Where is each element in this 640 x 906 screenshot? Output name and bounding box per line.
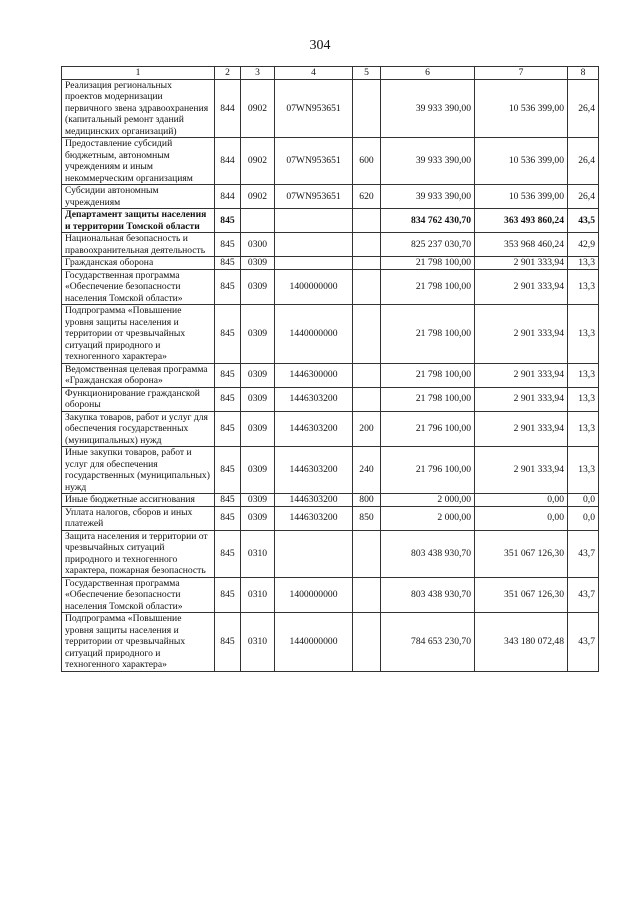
row-target-article [275,209,353,233]
row-plan-amount: 834 762 430,70 [381,209,475,233]
row-section-code [241,209,275,233]
row-target-article: 07WN953651 [275,185,353,209]
row-grbs-code: 844 [215,185,241,209]
header-col-2: 2 [215,67,241,80]
row-percent: 13,3 [568,305,599,364]
row-percent: 13,3 [568,269,599,305]
row-target-article: 1446303200 [275,411,353,447]
header-col-7: 7 [475,67,568,80]
row-grbs-code: 845 [215,577,241,613]
row-target-article: 1400000000 [275,577,353,613]
row-name: Закупка товаров, работ и услуг для обеспечения государственных (муниципальных) нужд [62,411,215,447]
row-plan-amount: 39 933 390,00 [381,138,475,185]
row-plan-amount: 2 000,00 [381,494,475,507]
row-grbs-code: 844 [215,138,241,185]
row-name: Государственная программа «Обеспечение безопасности населения Томской области» [62,577,215,613]
row-name: Защита населения и территории от чрезвычайных ситуаций природного и техногенного характера, пожарная безопасность [62,530,215,577]
row-plan-amount: 21 796 100,00 [381,411,475,447]
row-grbs-code: 845 [215,387,241,411]
row-actual-amount: 0,00 [475,506,568,530]
row-expense-type: 850 [353,506,381,530]
row-actual-amount: 10 536 399,00 [475,138,568,185]
table-header-row [62,67,599,80]
row-expense-type [353,79,381,138]
row-expense-type [353,209,381,233]
row-name: Государственная программа «Обеспечение безопасности населения Томской области» [62,269,215,305]
row-name: Предоставление субсидий бюджетным, автономным учреждениям и иным некоммерческим организациям [62,138,215,185]
row-expense-type [353,363,381,387]
row-grbs-code: 844 [215,79,241,138]
row-expense-type [353,269,381,305]
table-row [62,506,599,530]
row-actual-amount: 2 901 333,94 [475,387,568,411]
row-plan-amount: 21 798 100,00 [381,257,475,270]
row-target-article: 1446300000 [275,363,353,387]
row-grbs-code: 845 [215,233,241,257]
row-target-article: 1446303200 [275,494,353,507]
row-section-code: 0310 [241,613,275,672]
row-expense-type [353,305,381,364]
row-grbs-code: 845 [215,494,241,507]
table-row [62,411,599,447]
row-actual-amount: 10 536 399,00 [475,185,568,209]
row-plan-amount: 21 798 100,00 [381,305,475,364]
row-percent: 13,3 [568,447,599,494]
row-target-article: 1400000000 [275,269,353,305]
row-section-code: 0309 [241,269,275,305]
table-row [62,387,599,411]
row-section-code: 0309 [241,506,275,530]
row-grbs-code: 845 [215,363,241,387]
row-plan-amount: 39 933 390,00 [381,185,475,209]
budget-table [61,66,599,672]
row-name: Субсидии автономным учреждениям [62,185,215,209]
row-name: Гражданская оборона [62,257,215,270]
row-plan-amount: 21 796 100,00 [381,447,475,494]
header-col-8: 8 [568,67,599,80]
table-row [62,185,599,209]
row-section-code: 0310 [241,577,275,613]
table-row [62,363,599,387]
table-row [62,79,599,138]
row-grbs-code: 845 [215,613,241,672]
row-name: Реализация региональных проектов модернизации первичного звена здравоохранения (капитальный ремонт зданий медицинских организаций) [62,79,215,138]
row-section-code: 0309 [241,305,275,364]
row-section-code: 0309 [241,363,275,387]
row-expense-type: 620 [353,185,381,209]
row-expense-type [353,257,381,270]
row-plan-amount: 803 438 930,70 [381,577,475,613]
row-expense-type [353,233,381,257]
row-section-code: 0902 [241,79,275,138]
row-section-code: 0309 [241,447,275,494]
row-target-article: 1440000000 [275,613,353,672]
row-actual-amount: 2 901 333,94 [475,257,568,270]
row-plan-amount: 21 798 100,00 [381,269,475,305]
row-name: Иные бюджетные ассигнования [62,494,215,507]
row-actual-amount: 2 901 333,94 [475,411,568,447]
table-row [62,233,599,257]
row-expense-type: 200 [353,411,381,447]
row-section-code: 0309 [241,257,275,270]
row-name: Подпрограмма «Повышение уровня защиты населения и территории от чрезвычайных ситуаций природного и техногенного характера» [62,613,215,672]
row-grbs-code: 845 [215,447,241,494]
row-section-code: 0902 [241,138,275,185]
row-expense-type: 600 [353,138,381,185]
row-actual-amount: 351 067 126,30 [475,530,568,577]
row-target-article: 1440000000 [275,305,353,364]
table-row [62,494,599,507]
row-percent: 42,9 [568,233,599,257]
row-section-code: 0310 [241,530,275,577]
row-actual-amount: 343 180 072,48 [475,613,568,672]
table-row [62,447,599,494]
row-actual-amount: 363 493 860,24 [475,209,568,233]
row-name: Иные закупки товаров, работ и услуг для обеспечения государственных (муниципальных) нужд [62,447,215,494]
row-plan-amount: 39 933 390,00 [381,79,475,138]
table-row [62,305,599,364]
row-name: Уплата налогов, сборов и иных платежей [62,506,215,530]
row-percent: 13,3 [568,363,599,387]
row-percent: 13,3 [568,257,599,270]
row-section-code: 0902 [241,185,275,209]
row-percent: 26,4 [568,185,599,209]
row-grbs-code: 845 [215,305,241,364]
row-section-code: 0309 [241,387,275,411]
row-actual-amount: 353 968 460,24 [475,233,568,257]
row-target-article [275,257,353,270]
table-row [62,209,599,233]
table-row [62,530,599,577]
row-expense-type: 240 [353,447,381,494]
row-section-code: 0309 [241,494,275,507]
row-target-article: 1446303200 [275,506,353,530]
header-col-5: 5 [353,67,381,80]
row-expense-type [353,387,381,411]
row-section-code: 0300 [241,233,275,257]
row-expense-type: 800 [353,494,381,507]
row-percent: 43,5 [568,209,599,233]
row-name: Ведомственная целевая программа «Гражданская оборона» [62,363,215,387]
row-actual-amount: 10 536 399,00 [475,79,568,138]
row-plan-amount: 21 798 100,00 [381,387,475,411]
table-row [62,577,599,613]
row-name: Департамент защиты населения и территории Томской области [62,209,215,233]
row-percent: 26,4 [568,138,599,185]
row-grbs-code: 845 [215,411,241,447]
row-plan-amount: 803 438 930,70 [381,530,475,577]
row-expense-type [353,530,381,577]
header-col-6: 6 [381,67,475,80]
row-actual-amount: 351 067 126,30 [475,577,568,613]
row-grbs-code: 845 [215,209,241,233]
header-col-3: 3 [241,67,275,80]
page-number: 304 [309,38,331,53]
row-actual-amount: 2 901 333,94 [475,447,568,494]
row-target-article: 1446303200 [275,387,353,411]
header-col-4: 4 [275,67,353,80]
table-row [62,269,599,305]
row-actual-amount: 0,00 [475,494,568,507]
row-plan-amount: 21 798 100,00 [381,363,475,387]
row-percent: 0,0 [568,494,599,507]
row-plan-amount: 825 237 030,70 [381,233,475,257]
row-actual-amount: 2 901 333,94 [475,305,568,364]
row-name: Подпрограмма «Повышение уровня защиты населения и территории от чрезвычайных ситуаций природного и техногенного характера» [62,305,215,364]
row-target-article: 07WN953651 [275,138,353,185]
row-percent: 13,3 [568,387,599,411]
row-percent: 0,0 [568,506,599,530]
row-target-article [275,233,353,257]
table-row [62,613,599,672]
row-name: Национальная безопасность и правоохранительная деятельность [62,233,215,257]
row-plan-amount: 2 000,00 [381,506,475,530]
row-target-article: 1446303200 [275,447,353,494]
row-grbs-code: 845 [215,506,241,530]
row-name: Функционирование гражданской обороны [62,387,215,411]
row-target-article: 07WN953651 [275,79,353,138]
row-grbs-code: 845 [215,530,241,577]
table-row [62,138,599,185]
row-expense-type [353,613,381,672]
row-plan-amount: 784 653 230,70 [381,613,475,672]
row-section-code: 0309 [241,411,275,447]
header-col-1: 1 [62,67,215,80]
row-percent: 43,7 [568,530,599,577]
row-actual-amount: 2 901 333,94 [475,363,568,387]
row-grbs-code: 845 [215,269,241,305]
row-percent: 43,7 [568,577,599,613]
row-expense-type [353,577,381,613]
row-grbs-code: 845 [215,257,241,270]
row-target-article [275,530,353,577]
row-actual-amount: 2 901 333,94 [475,269,568,305]
row-percent: 43,7 [568,613,599,672]
row-percent: 13,3 [568,411,599,447]
row-percent: 26,4 [568,79,599,138]
table-row [62,257,599,270]
